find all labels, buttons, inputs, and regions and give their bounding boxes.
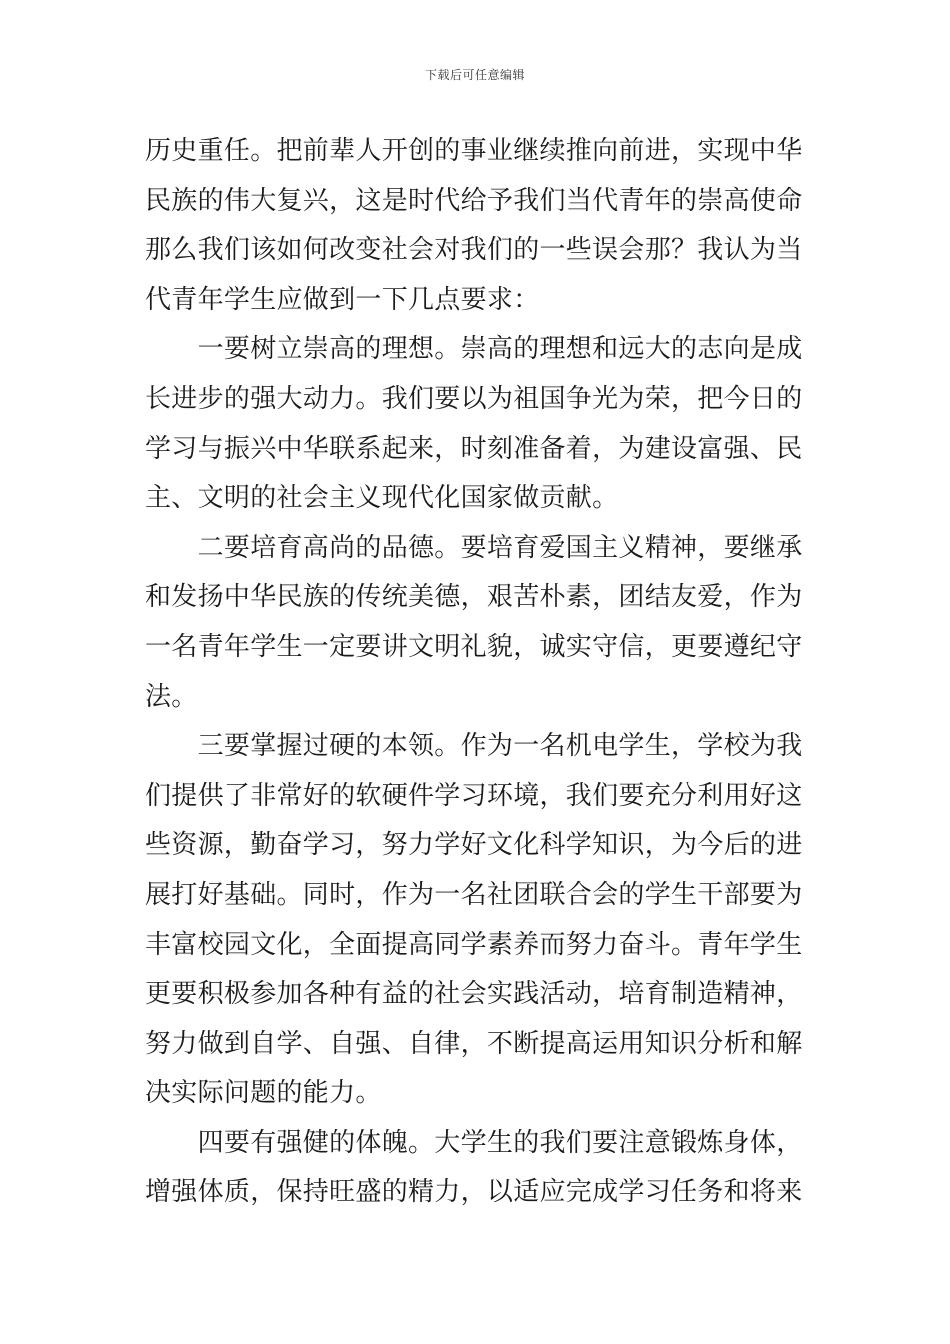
text-line: 法。 [145, 681, 198, 712]
text-line: 努力做到自学、自强、自律，不断提高运用知识分析和解 [145, 1028, 803, 1059]
text-line: 三要掌握过硬的本领。作为一名机电学生，学校为我 [145, 731, 803, 762]
text-line: 更要积极参加各种有益的社会实践活动，培育制造精神， [145, 979, 803, 1010]
text-line: 四要有强健的体魄。大学生的我们要注意锻炼身体， [145, 1127, 803, 1158]
text-line: 二要培育高尚的品德。要培育爱国主义精神，要继承 [145, 532, 803, 563]
text-line: 和发扬中华民族的传统美德，艰苦朴素，团结友爱，作为 [145, 582, 803, 613]
text-line: 丰富校园文化，全面提高同学素养而努力奋斗。青年学生 [145, 929, 803, 960]
page-header: 下载后可任意编辑 [424, 68, 525, 82]
text-line: 民族的伟大复兴，这是时代给予我们当代青年的崇高使命 [145, 185, 803, 216]
text-line: 历史重任。把前辈人开创的事业继续推向前进，实现中华 [145, 136, 803, 166]
text-line: 展打好基础。同时，作为一名社团联合会的学生干部要为 [145, 879, 803, 910]
text-line: 一名青年学生一定要讲文明礼貌，诚实守信，更要遵纪守 [145, 631, 803, 662]
text-line: 增强体质，保持旺盛的精力，以适应完成学习任务和将来 [145, 1177, 803, 1208]
text-line: 一要树立崇高的理想。崇高的理想和远大的志向是成 [145, 334, 803, 365]
text-line: 决实际问题的能力。 [145, 1078, 382, 1109]
text-line: 些资源，勤奋学习，努力学好文化科学知识，为今后的进 [145, 830, 803, 861]
document-body [145, 127, 810, 1218]
text-line: 长进步的强大动力。我们要以为祖国争光为荣，把今日的 [145, 383, 803, 414]
text-line: 学习与振兴中华联系起来，时刻准备着，为建设富强、民 [145, 433, 803, 464]
text-line: 那么我们该如何改变社会对我们的一些误会那？我认为当 [145, 235, 803, 266]
text-line: 们提供了非常好的软硬件学习环境，我们要充分利用好这 [145, 780, 803, 811]
text-line: 主、文明的社会主义现代化国家做贡献。 [145, 483, 619, 514]
text-line: 代青年学生应做到一下几点要求： [145, 284, 540, 315]
